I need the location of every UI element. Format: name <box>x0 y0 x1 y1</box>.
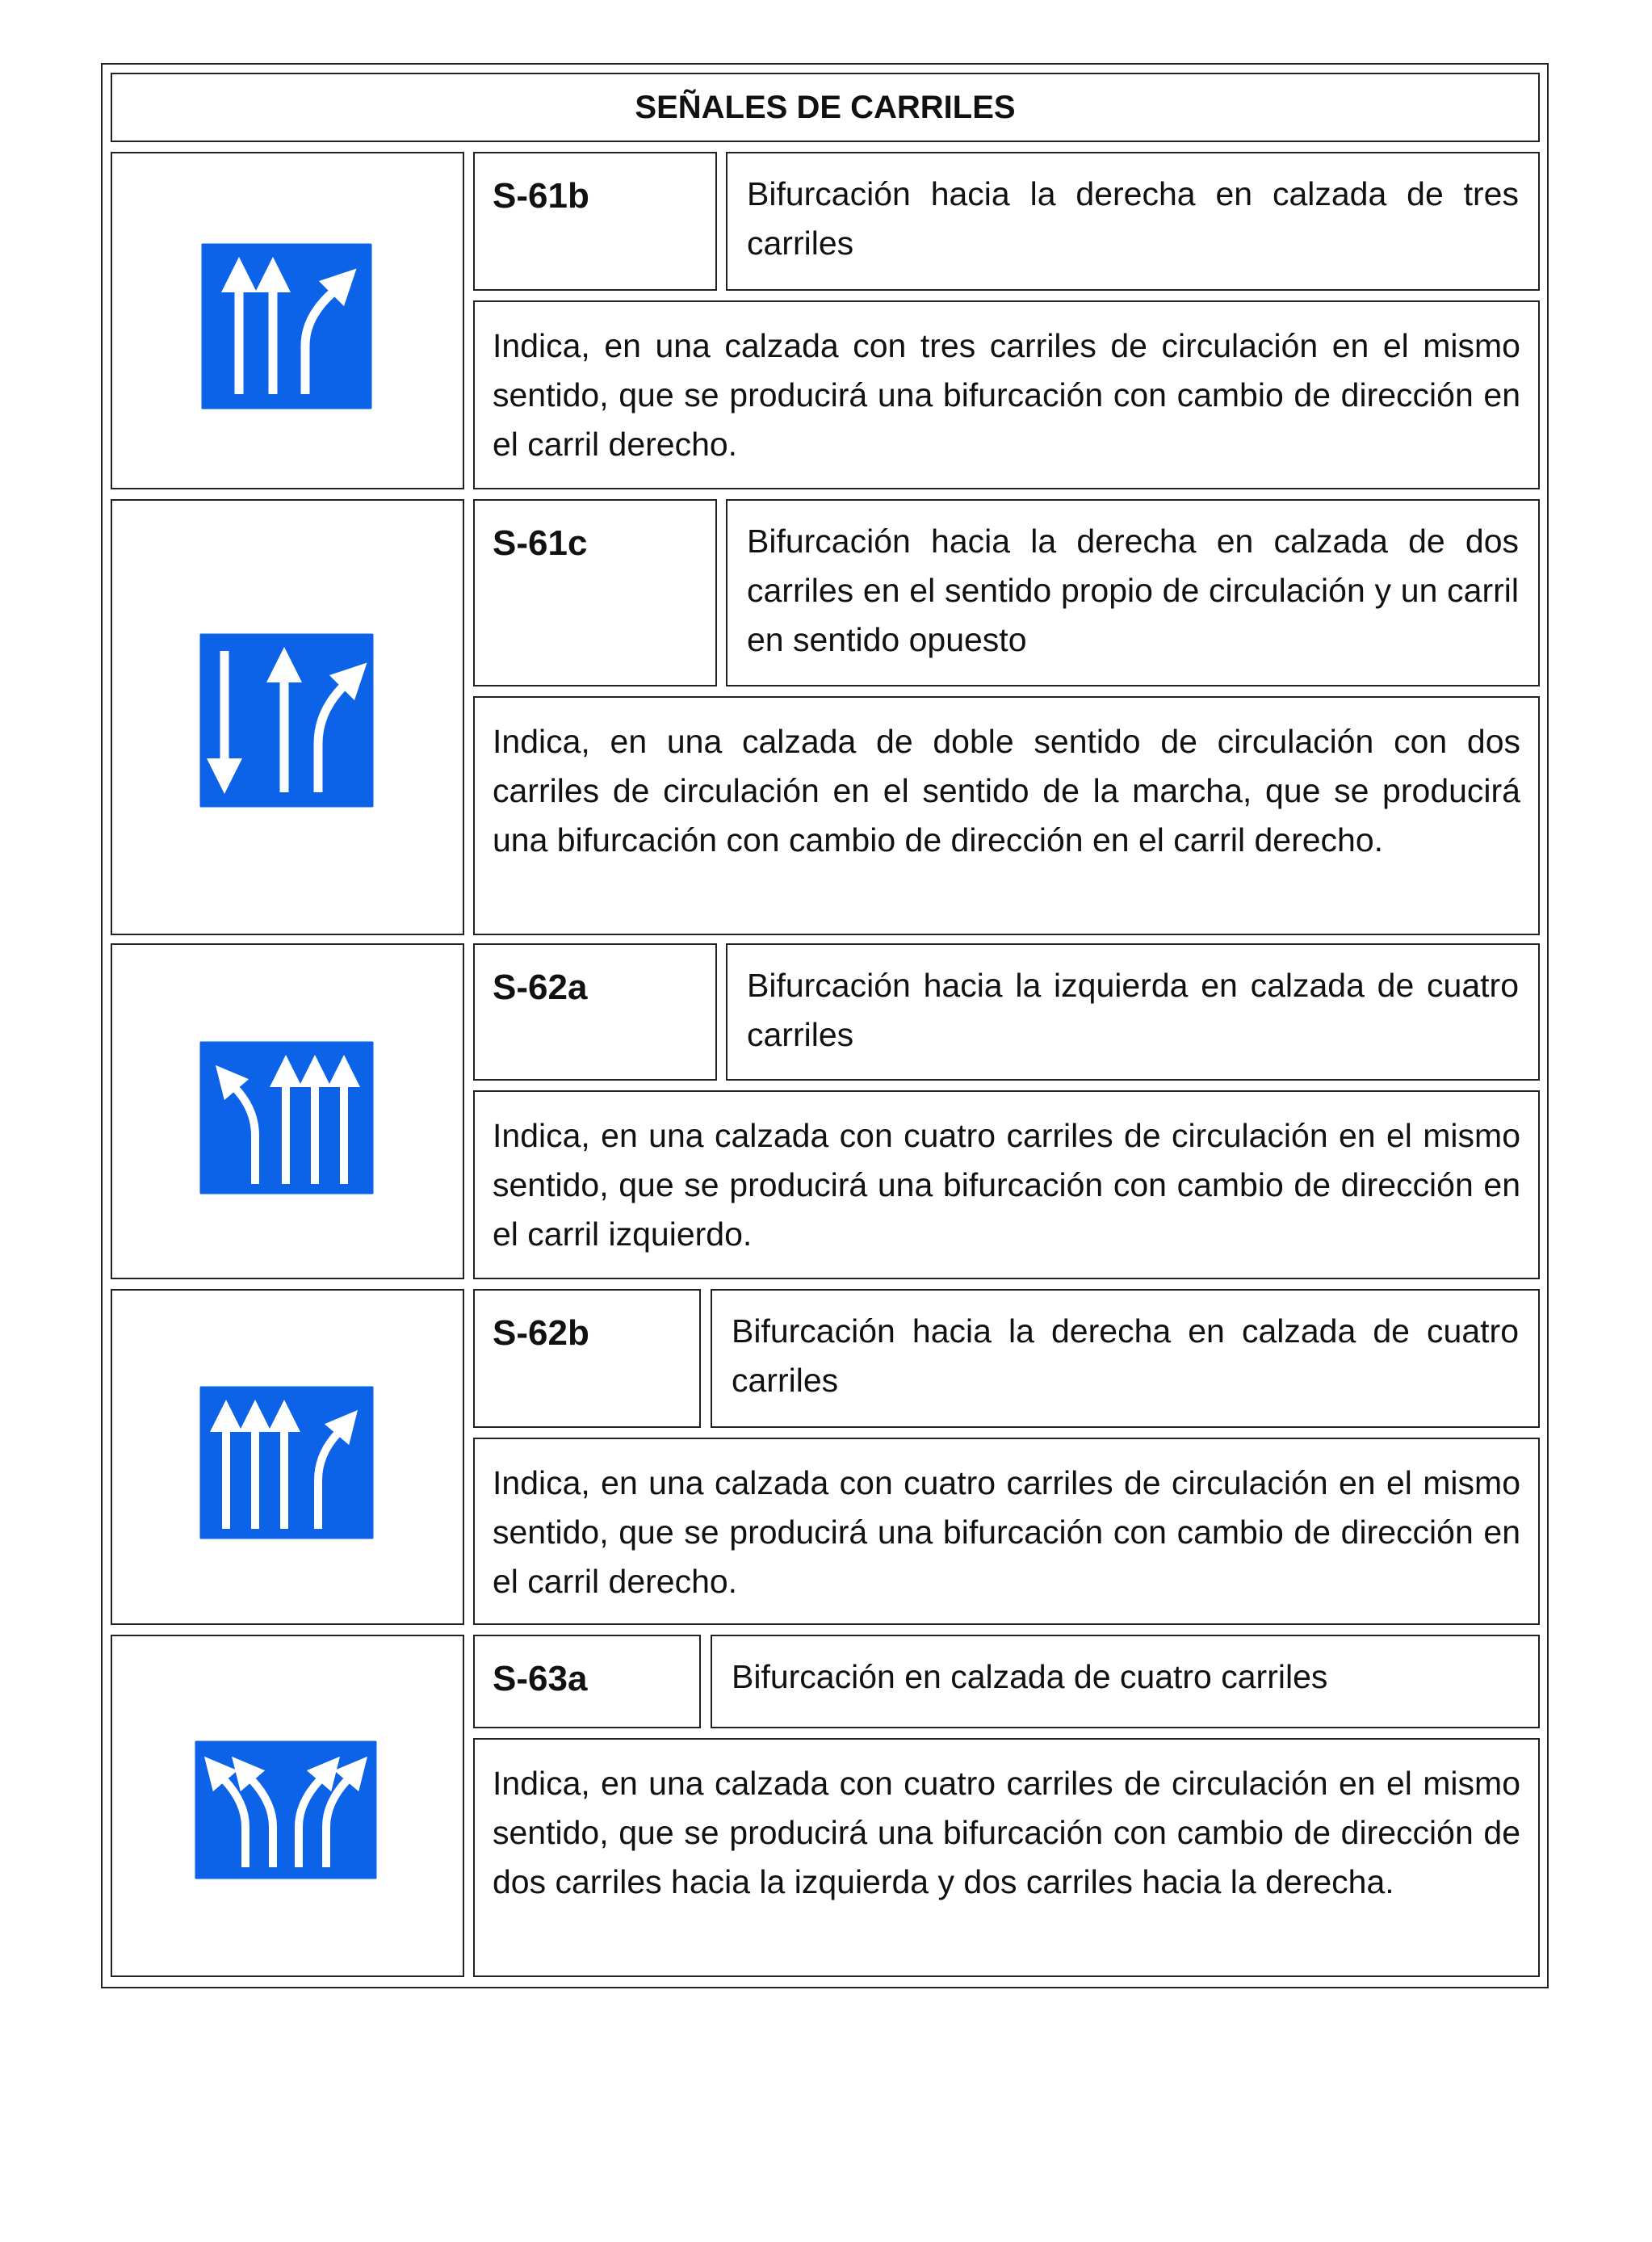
lane-sign-s62a-icon <box>197 1039 376 1197</box>
sign-code-s62a: S-62a <box>473 943 717 1081</box>
sign-description-s63a: Indica, en una calzada con cuatro carriles de circulación en el mismo sentido, que se producirá una bifurcación con cambio de dirección de dos carriles hacia la izquierda y dos carriles hacia la derecha. <box>473 1738 1540 1977</box>
sign-title-s62a: Bifurcación hacia la izquierda en calzada de cuatro carriles <box>726 943 1540 1081</box>
sign-code-s61b: S-61b <box>473 152 717 291</box>
sign-title-s62b: Bifurcación hacia la derecha en calzada de cuatro carriles <box>711 1289 1540 1428</box>
sign-title-s61c: Bifurcación hacia la derecha en calzada de dos carriles en el sentido propio de circulación y un carril en sentido opuesto <box>726 499 1540 686</box>
lane-sign-s61c-icon <box>197 631 376 810</box>
sign-code-s62b: S-62b <box>473 1289 701 1428</box>
sign-description-s62a: Indica, en una calzada con cuatro carriles de circulación en el mismo sentido, que se producirá una bifurcación con cambio de dirección en el carril izquierdo. <box>473 1090 1540 1279</box>
lane-sign-s63a-icon <box>192 1738 379 1882</box>
lane-sign-s62b-icon <box>197 1383 376 1542</box>
table-title: SEÑALES DE CARRILES <box>111 73 1540 142</box>
sign-code-s63a: S-63a <box>473 1635 701 1728</box>
sign-title-s61b: Bifurcación hacia la derecha en calzada de tres carriles <box>726 152 1540 291</box>
lane-sign-s61b-icon <box>199 241 375 412</box>
sign-title-s63a: Bifurcación en calzada de cuatro carriles <box>711 1635 1540 1728</box>
sign-code-s61c: S-61c <box>473 499 717 686</box>
sign-description-s61c: Indica, en una calzada de doble sentido de circulación con dos carriles de circulación en el sentido de la marcha, que se producirá una bifurcación con cambio de dirección en el carril derecho. <box>473 696 1540 935</box>
sign-description-s61b: Indica, en una calzada con tres carriles de circulación en el mismo sentido, que se producirá una bifurcación con cambio de dirección en el carril derecho. <box>473 300 1540 489</box>
sign-description-s62b: Indica, en una calzada con cuatro carriles de circulación en el mismo sentido, que se producirá una bifurcación con cambio de dirección en el carril derecho. <box>473 1438 1540 1625</box>
